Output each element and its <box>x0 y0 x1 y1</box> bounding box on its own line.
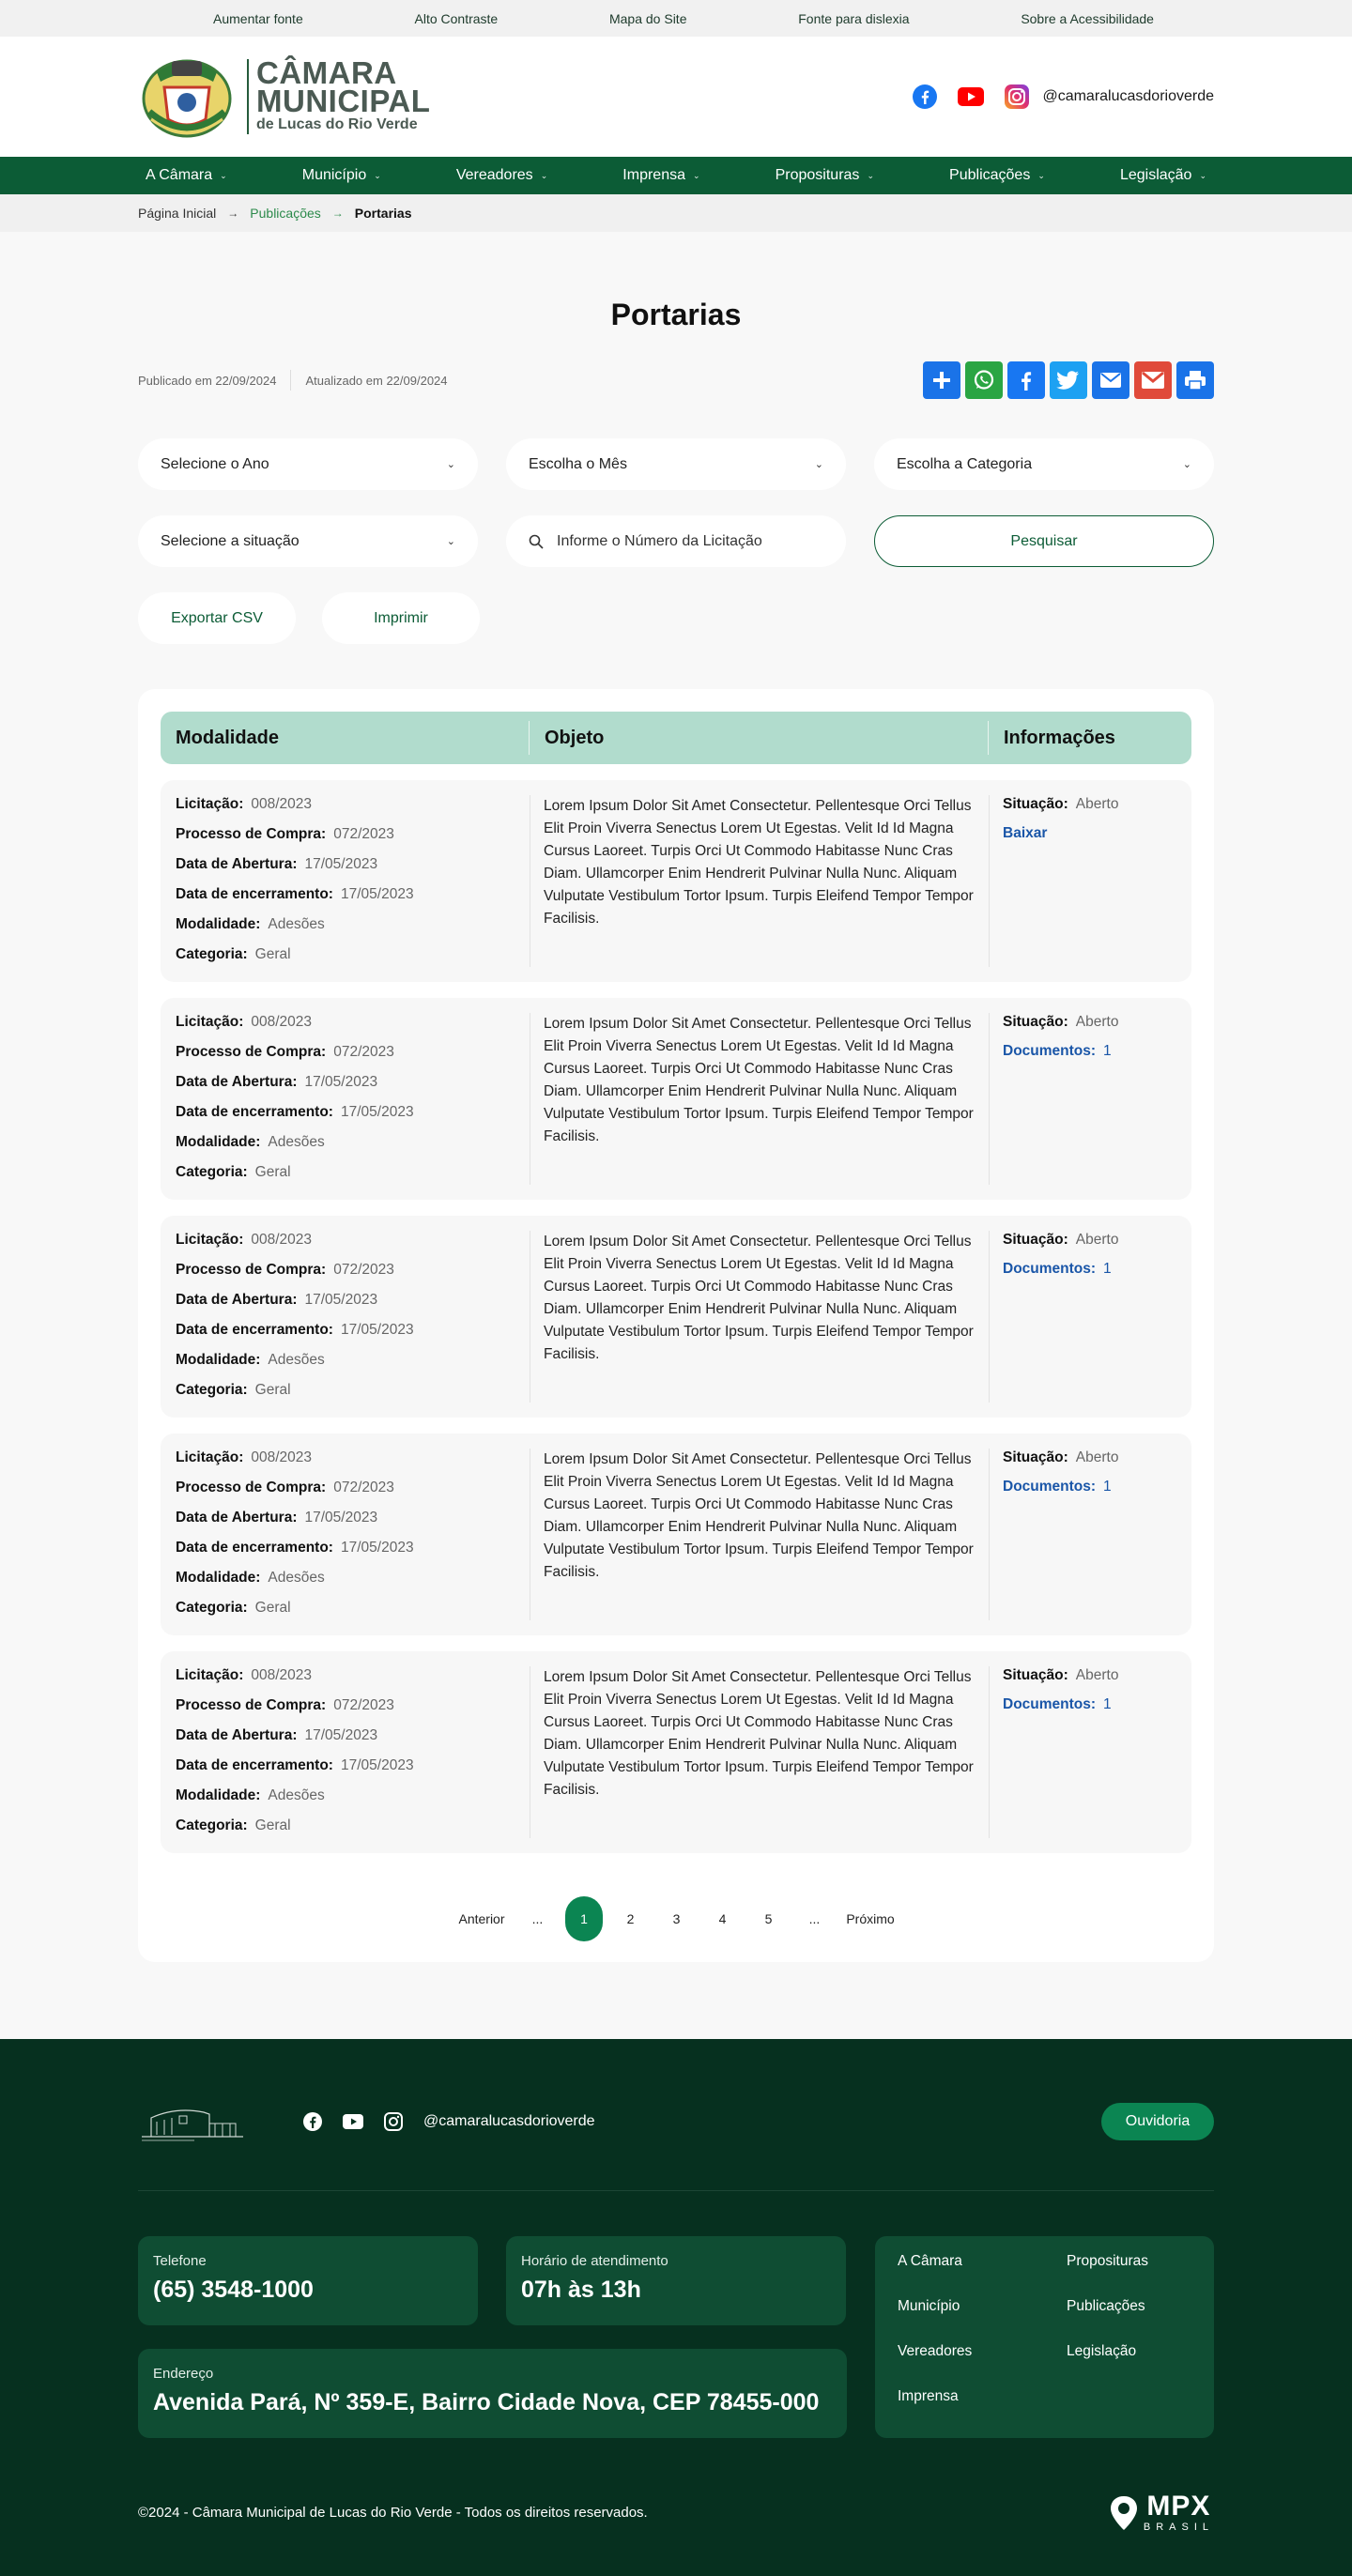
abertura-field-value: 17/05/2023 <box>304 1510 378 1526</box>
processo-field-value: 072/2023 <box>333 1044 394 1060</box>
modalidade-field-label: Modalidade: <box>176 1570 261 1586</box>
situacao-field-value: Aberto <box>1075 1449 1119 1465</box>
updated-date: Atualizado em 22/09/2024 <box>305 373 448 388</box>
page-title: Portarias <box>610 298 742 331</box>
categoria-field-value: Geral <box>254 1817 291 1833</box>
encerramento-field-value: 17/05/2023 <box>340 886 414 902</box>
twitter-icon <box>1056 370 1081 391</box>
number-search-input[interactable] <box>506 515 846 567</box>
categoria-field <box>176 945 530 964</box>
modalidade-field <box>176 915 530 934</box>
address-value: Avenida Pará, Nº 359-E, Bairro Cidade Nova, CEP 78455-000 <box>153 2389 820 2415</box>
printer-icon <box>1184 370 1206 391</box>
processo-field <box>176 1043 530 1062</box>
nav-item-proposituras[interactable] <box>776 167 874 184</box>
meta-divider <box>290 370 291 391</box>
processo-field-label: Processo de Compra: <box>176 1044 327 1060</box>
modalidade-field-value: Adesões <box>268 1787 325 1803</box>
pagination <box>161 1896 1191 1941</box>
categoria-field-value: Geral <box>254 1164 291 1180</box>
plus-icon <box>930 369 953 391</box>
youtube-icon[interactable] <box>343 2114 363 2129</box>
chevron-down-icon: ⌄ <box>693 170 700 180</box>
categoria-field-label: Categoria: <box>176 1817 248 1833</box>
download-link[interactable]: Baixar <box>1003 825 1048 841</box>
licitacao-field-value: 008/2023 <box>251 1449 313 1465</box>
high-contrast-link[interactable]: Alto Contraste <box>414 10 499 26</box>
hours-value: 07h às 13h <box>521 2277 641 2303</box>
documents-count: 1 <box>1103 1043 1112 1059</box>
nav-label: Imprensa <box>622 167 685 183</box>
objeto-cell: Lorem Ipsum Dolor Sit Amet Consectetur. Pellentesque Orci Tellus Elit Proin Viverra Senectus Lorem Ut Egestas. Velit Id Id Magna Cursus Laoreet. Turpis Orci Ut Commodo Habitasse Nunc Cras Diam. Ullamcorper Enim Hendrerit Pulvinar Nulla Nunc. Aliquam Vulputate Vestibulum Tortor Ipsum. Turpis Eleifend Tempor Tempor Facilisis. <box>530 795 990 967</box>
mpx-brand-name: MPX <box>1146 2491 1211 2522</box>
brand-line-2: MUNICIPAL <box>256 84 431 118</box>
share-email-button[interactable] <box>1092 361 1129 399</box>
search-button[interactable]: Pesquisar <box>874 515 1214 567</box>
situacao-field <box>1003 1666 1191 1685</box>
breadcrumb-current: Portarias <box>354 206 412 221</box>
pagination-page[interactable]: 5 <box>764 1911 773 1926</box>
print-button[interactable]: Imprimir <box>322 592 480 644</box>
licitacao-field-label: Licitação: <box>176 1014 244 1030</box>
modalidade-cell <box>161 1449 530 1620</box>
abertura-field-value: 17/05/2023 <box>304 1074 378 1090</box>
processo-field <box>176 825 530 844</box>
processo-field-value: 072/2023 <box>333 1262 394 1278</box>
modalidade-cell <box>161 1231 530 1403</box>
share-twitter-button[interactable] <box>1050 361 1087 399</box>
processo-field <box>176 1261 530 1280</box>
modalidade-field <box>176 1786 530 1805</box>
share-whatsapp-button[interactable] <box>965 361 1003 399</box>
published-date: Publicado em 22/09/2024 <box>138 373 277 388</box>
pagination-page-current[interactable]: 1 <box>565 1896 603 1941</box>
arrow-right-icon: → <box>331 207 344 220</box>
modalidade-field-label: Modalidade: <box>176 916 261 932</box>
abertura-field-label: Data de Abertura: <box>176 1074 298 1090</box>
pagination-ellipsis: ... <box>531 1911 544 1926</box>
processo-field-value: 072/2023 <box>333 1480 394 1495</box>
informacoes-cell <box>990 1013 1191 1185</box>
modalidade-field-value: Adesões <box>268 1134 325 1150</box>
licitacao-field-label: Licitação: <box>176 1449 244 1465</box>
export-csv-button[interactable]: Exportar CSV <box>138 592 296 644</box>
whatsapp-icon <box>972 368 996 392</box>
site-footer <box>0 2039 1352 2576</box>
abertura-field-value: 17/05/2023 <box>304 1727 378 1743</box>
situacao-field <box>1003 1449 1191 1467</box>
objeto-cell: Lorem Ipsum Dolor Sit Amet Consectetur. Pellentesque Orci Tellus Elit Proin Viverra Senectus Lorem Ut Egestas. Velit Id Id Magna Cursus Laoreet. Turpis Orci Ut Commodo Habitasse Nunc Cras Diam. Ullamcorper Enim Hendrerit Pulvinar Nulla Nunc. Aliquam Vulputate Vestibulum Tortor Ipsum. Turpis Eleifend Tempor Tempor Facilisis. <box>530 1449 990 1620</box>
mpx-brasil-logo[interactable] <box>1108 2492 1214 2533</box>
address-box <box>138 2349 847 2438</box>
chevron-down-icon: ⌄ <box>1199 170 1206 180</box>
nav-item-legislacao[interactable] <box>1120 167 1206 184</box>
objeto-cell: Lorem Ipsum Dolor Sit Amet Consectetur. Pellentesque Orci Tellus Elit Proin Viverra Senectus Lorem Ut Egestas. Velit Id Id Magna Cursus Laoreet. Turpis Orci Ut Commodo Habitasse Nunc Cras Diam. Ullamcorper Enim Hendrerit Pulvinar Nulla Nunc. Aliquam Vulputate Vestibulum Tortor Ipsum. Turpis Eleifend Tempor Tempor Facilisis. <box>530 1666 990 1838</box>
nav-label: Publicações <box>949 167 1031 183</box>
footer-link-publicacoes[interactable]: Publicações <box>1067 2298 1145 2314</box>
building-logo-icon <box>138 2101 247 2142</box>
categoria-field <box>176 1163 530 1182</box>
licitacao-field-value: 008/2023 <box>251 1667 313 1683</box>
facebook-icon[interactable] <box>913 84 937 109</box>
processo-field-label: Processo de Compra: <box>176 826 327 842</box>
chevron-down-icon: ⌄ <box>446 459 455 470</box>
print-page-button[interactable] <box>1176 361 1214 399</box>
processo-field-value: 072/2023 <box>333 826 394 842</box>
phone-value[interactable]: (65) 3548-1000 <box>153 2277 314 2303</box>
abertura-field <box>176 1291 530 1310</box>
phone-box <box>138 2236 478 2325</box>
mpx-brand-sub: BRASIL <box>1143 2522 1214 2533</box>
chevron-down-icon: ⌄ <box>1037 170 1045 180</box>
processo-field-label: Processo de Compra: <box>176 1697 327 1713</box>
situacao-field-value: Aberto <box>1075 796 1119 812</box>
abertura-field <box>176 855 530 874</box>
situacao-field-label: Situação: <box>1003 1667 1068 1683</box>
dyslexia-font-link[interactable]: Fonte para dislexia <box>798 10 910 26</box>
nav-label: A Câmara <box>146 167 213 183</box>
processo-field <box>176 1696 530 1715</box>
table-row <box>161 780 1191 982</box>
envelope-icon <box>1099 372 1122 389</box>
categoria-field-label: Categoria: <box>176 1164 248 1180</box>
licitacao-field-label: Licitação: <box>176 1667 244 1683</box>
modalidade-field-value: Adesões <box>268 916 325 932</box>
encerramento-field-label: Data de encerramento: <box>176 1540 333 1556</box>
processo-field-label: Processo de Compra: <box>176 1480 327 1495</box>
ouvidoria-button[interactable]: Ouvidoria <box>1101 2103 1214 2140</box>
documents-link[interactable] <box>1003 1479 1191 1495</box>
chevron-down-icon: ⌄ <box>1182 459 1191 470</box>
footer-link-municipio[interactable]: Município <box>898 2298 960 2314</box>
category-select[interactable] <box>874 438 1214 490</box>
modalidade-field <box>176 1133 530 1152</box>
documents-link-label: Documentos: <box>1003 1043 1097 1059</box>
nav-item-publicacoes[interactable] <box>949 167 1045 184</box>
pagination-page[interactable]: 4 <box>718 1911 727 1926</box>
categoria-field <box>176 1817 530 1835</box>
objeto-cell: Lorem Ipsum Dolor Sit Amet Consectetur. Pellentesque Orci Tellus Elit Proin Viverra Senectus Lorem Ut Egestas. Velit Id Id Magna Cursus Laoreet. Turpis Orci Ut Commodo Habitasse Nunc Cras Diam. Ullamcorper Enim Hendrerit Pulvinar Nulla Nunc. Aliquam Vulputate Vestibulum Tortor Ipsum. Turpis Eleifend Tempor Tempor Facilisis. <box>530 1013 990 1185</box>
categoria-field-value: Geral <box>254 1600 291 1616</box>
nav-item-camara[interactable] <box>146 167 227 184</box>
about-accessibility-link[interactable]: Sobre a Acessibilidade <box>1021 10 1154 26</box>
encerramento-field-value: 17/05/2023 <box>340 1322 414 1338</box>
situacao-field-label: Situação: <box>1003 1449 1068 1465</box>
nav-item-municipio[interactable] <box>302 167 381 184</box>
pagination-ellipsis: ... <box>808 1911 821 1926</box>
brand-line-3: de Lucas do Rio Verde <box>256 116 418 132</box>
category-select-value: Escolha a Categoria <box>897 455 1033 472</box>
breadcrumb <box>0 194 1352 232</box>
chevron-down-icon: ⌄ <box>374 170 381 180</box>
documents-count: 1 <box>1103 1696 1112 1712</box>
breadcrumb-home[interactable]: Página Inicial <box>138 206 217 221</box>
abertura-field <box>176 1509 530 1527</box>
licitacao-field-value: 008/2023 <box>251 1014 313 1030</box>
situacao-field <box>1003 1231 1191 1250</box>
documents-link-label: Documentos: <box>1003 1696 1097 1712</box>
table-row <box>161 1216 1191 1418</box>
situacao-field-label: Situação: <box>1003 1232 1068 1248</box>
chevron-down-icon: ⌄ <box>867 170 874 180</box>
modalidade-field-label: Modalidade: <box>176 1134 261 1150</box>
situacao-field-label: Situação: <box>1003 796 1068 812</box>
nav-label: Município <box>301 167 367 183</box>
processo-field-value: 072/2023 <box>333 1697 394 1713</box>
situacao-field-label: Situação: <box>1003 1014 1068 1030</box>
year-select[interactable] <box>138 438 478 490</box>
informacoes-cell <box>990 1666 1191 1838</box>
footer-link-camara[interactable]: A Câmara <box>898 2253 962 2269</box>
processo-field-label: Processo de Compra: <box>176 1262 327 1278</box>
licitacao-field <box>176 1013 530 1032</box>
situacao-field <box>1003 795 1191 814</box>
hours-label: Horário de atendimento <box>521 2253 668 2269</box>
instagram-icon[interactable] <box>384 2112 403 2131</box>
nav-label: Legislação <box>1119 167 1192 183</box>
year-select-value: Selecione o Ano <box>161 455 269 472</box>
documents-count: 1 <box>1103 1261 1112 1277</box>
abertura-field <box>176 1726 530 1745</box>
footer-social-handle[interactable]: @camaralucasdorioverde <box>423 2113 595 2129</box>
pagination-prev[interactable]: Anterior <box>458 1911 505 1926</box>
documents-link[interactable] <box>1003 1261 1191 1278</box>
encerramento-field-label: Data de encerramento: <box>176 1104 333 1120</box>
categoria-field <box>176 1381 530 1400</box>
licitacao-field <box>176 1666 530 1685</box>
objeto-cell: Lorem Ipsum Dolor Sit Amet Consectetur. Pellentesque Orci Tellus Elit Proin Viverra Senectus Lorem Ut Egestas. Velit Id Id Magna Cursus Laoreet. Turpis Orci Ut Commodo Habitasse Nunc Cras Diam. Ullamcorper Enim Hendrerit Pulvinar Nulla Nunc. Aliquam Vulputate Vestibulum Tortor Ipsum. Turpis Eleifend Tempor Tempor Facilisis. <box>530 1231 990 1403</box>
modalidade-cell <box>161 1666 530 1838</box>
share-gmail-button[interactable] <box>1134 361 1172 399</box>
modalidade-field-value: Adesões <box>268 1352 325 1368</box>
abertura-field-label: Data de Abertura: <box>176 1292 298 1308</box>
abertura-field-value: 17/05/2023 <box>304 856 378 872</box>
encerramento-field <box>176 885 530 904</box>
hours-box <box>506 2236 846 2325</box>
footer-link-proposituras[interactable]: Proposituras <box>1067 2253 1149 2269</box>
chevron-down-icon: ⌄ <box>540 170 548 180</box>
social-handle[interactable]: @camaralucasdorioverde <box>1042 88 1214 104</box>
main-nav <box>0 157 1352 194</box>
instagram-icon[interactable] <box>1005 84 1029 109</box>
categoria-field-label: Categoria: <box>176 1600 248 1616</box>
filters <box>138 438 1214 644</box>
copyright: ©2024 - Câmara Municipal de Lucas do Rio Verde - Todos os direitos reservados. <box>138 2505 648 2521</box>
facebook-icon <box>1016 369 1037 391</box>
facebook-icon[interactable] <box>303 2112 322 2131</box>
column-header-modalidade: Modalidade <box>176 727 280 748</box>
informacoes-cell <box>990 795 1191 967</box>
encerramento-field-value: 17/05/2023 <box>340 1757 414 1773</box>
pagination-page[interactable]: 3 <box>672 1911 681 1926</box>
header-social <box>913 84 1214 109</box>
site-header <box>0 37 1352 157</box>
modalidade-field <box>176 1351 530 1370</box>
search-icon <box>529 534 544 549</box>
abertura-field-label: Data de Abertura: <box>176 1727 298 1743</box>
situacao-field-value: Aberto <box>1075 1232 1119 1248</box>
encerramento-field <box>176 1756 530 1775</box>
licitacao-field <box>176 1449 530 1467</box>
pagination-page[interactable]: 2 <box>626 1911 635 1926</box>
status-select-value: Selecione a situação <box>161 532 300 549</box>
abertura-field-label: Data de Abertura: <box>176 1510 298 1526</box>
month-select[interactable] <box>506 438 846 490</box>
categoria-field <box>176 1599 530 1618</box>
modalidade-field-value: Adesões <box>268 1570 325 1586</box>
encerramento-field <box>176 1539 530 1557</box>
column-header-objeto: Objeto <box>529 721 988 755</box>
arrow-right-icon: → <box>227 207 239 220</box>
share-buttons <box>923 361 1214 399</box>
increase-font-link[interactable]: Aumentar fonte <box>213 10 303 26</box>
licitacao-field <box>176 795 530 814</box>
location-pin-icon <box>1108 2494 1140 2532</box>
footer-links <box>875 2236 1214 2438</box>
gmail-icon <box>1141 371 1165 390</box>
licitacao-field-value: 008/2023 <box>251 796 313 812</box>
modalidade-field <box>176 1569 530 1587</box>
situacao-field-value: Aberto <box>1075 1667 1119 1683</box>
encerramento-field-value: 17/05/2023 <box>340 1540 414 1556</box>
status-select[interactable] <box>138 515 478 567</box>
licitacao-field-value: 008/2023 <box>251 1232 313 1248</box>
licitacao-field-label: Licitação: <box>176 1232 244 1248</box>
nav-item-imprensa[interactable] <box>622 167 699 184</box>
city-crest-icon <box>138 54 236 140</box>
encerramento-field-label: Data de encerramento: <box>176 1757 333 1773</box>
documents-link-label: Documentos: <box>1003 1479 1097 1495</box>
number-search-placeholder: Informe o Número da Licitação <box>557 532 762 549</box>
accessibility-bar <box>0 0 1352 37</box>
documents-link-label: Documentos: <box>1003 1261 1097 1277</box>
chevron-down-icon: ⌄ <box>814 459 823 470</box>
pagination-next[interactable]: Próximo <box>846 1911 895 1926</box>
licitacao-field-label: Licitação: <box>176 796 244 812</box>
documents-link[interactable] <box>1003 1696 1191 1713</box>
informacoes-cell <box>990 1231 1191 1403</box>
youtube-icon[interactable] <box>958 87 984 106</box>
modalidade-cell <box>161 1013 530 1185</box>
table-row <box>161 998 1191 1200</box>
table-row <box>161 1651 1191 1853</box>
informacoes-cell <box>990 1449 1191 1620</box>
share-more-button[interactable] <box>923 361 960 399</box>
documents-count: 1 <box>1103 1479 1112 1495</box>
address-label: Endereço <box>153 2366 214 2382</box>
nav-label: Proposituras <box>775 167 860 183</box>
month-select-value: Escolha o Mês <box>529 455 627 472</box>
modalidade-cell <box>161 795 530 967</box>
categoria-field-label: Categoria: <box>176 946 248 962</box>
documents-link[interactable] <box>1003 1043 1191 1060</box>
categoria-field-value: Geral <box>254 1382 291 1398</box>
table-header <box>161 712 1191 764</box>
processo-field <box>176 1479 530 1497</box>
results-table <box>138 689 1214 1962</box>
categoria-field-value: Geral <box>254 946 291 962</box>
breadcrumb-section[interactable]: Publicações <box>250 206 321 221</box>
encerramento-field-label: Data de encerramento: <box>176 1322 333 1338</box>
table-row <box>161 1434 1191 1635</box>
phone-label: Telefone <box>153 2253 207 2269</box>
nav-label: Vereadores <box>455 167 533 183</box>
sitemap-link[interactable]: Mapa do Site <box>608 10 687 26</box>
modalidade-field-label: Modalidade: <box>176 1352 261 1368</box>
encerramento-field <box>176 1103 530 1122</box>
footer-link-legislacao[interactable]: Legislação <box>1067 2343 1137 2359</box>
site-logo[interactable] <box>138 54 430 140</box>
abertura-field-value: 17/05/2023 <box>304 1292 378 1308</box>
abertura-field <box>176 1073 530 1092</box>
share-facebook-button[interactable] <box>1007 361 1045 399</box>
encerramento-field-label: Data de encerramento: <box>176 886 333 902</box>
column-header-informacoes: Informações <box>988 721 1191 755</box>
encerramento-field-value: 17/05/2023 <box>340 1104 414 1120</box>
abertura-field-label: Data de Abertura: <box>176 856 298 872</box>
footer-link-imprensa[interactable]: Imprensa <box>898 2388 959 2404</box>
chevron-down-icon: ⌄ <box>446 536 455 547</box>
licitacao-field <box>176 1231 530 1250</box>
brand-line-1: CÂMARA <box>256 55 397 90</box>
chevron-down-icon: ⌄ <box>220 170 227 180</box>
situacao-field <box>1003 1013 1191 1032</box>
modalidade-field-label: Modalidade: <box>176 1787 261 1803</box>
categoria-field-label: Categoria: <box>176 1382 248 1398</box>
nav-item-vereadores[interactable] <box>456 167 547 184</box>
encerramento-field <box>176 1321 530 1340</box>
situacao-field-value: Aberto <box>1075 1014 1119 1030</box>
footer-link-vereadores[interactable]: Vereadores <box>898 2343 973 2359</box>
footer-divider <box>138 2190 1214 2191</box>
